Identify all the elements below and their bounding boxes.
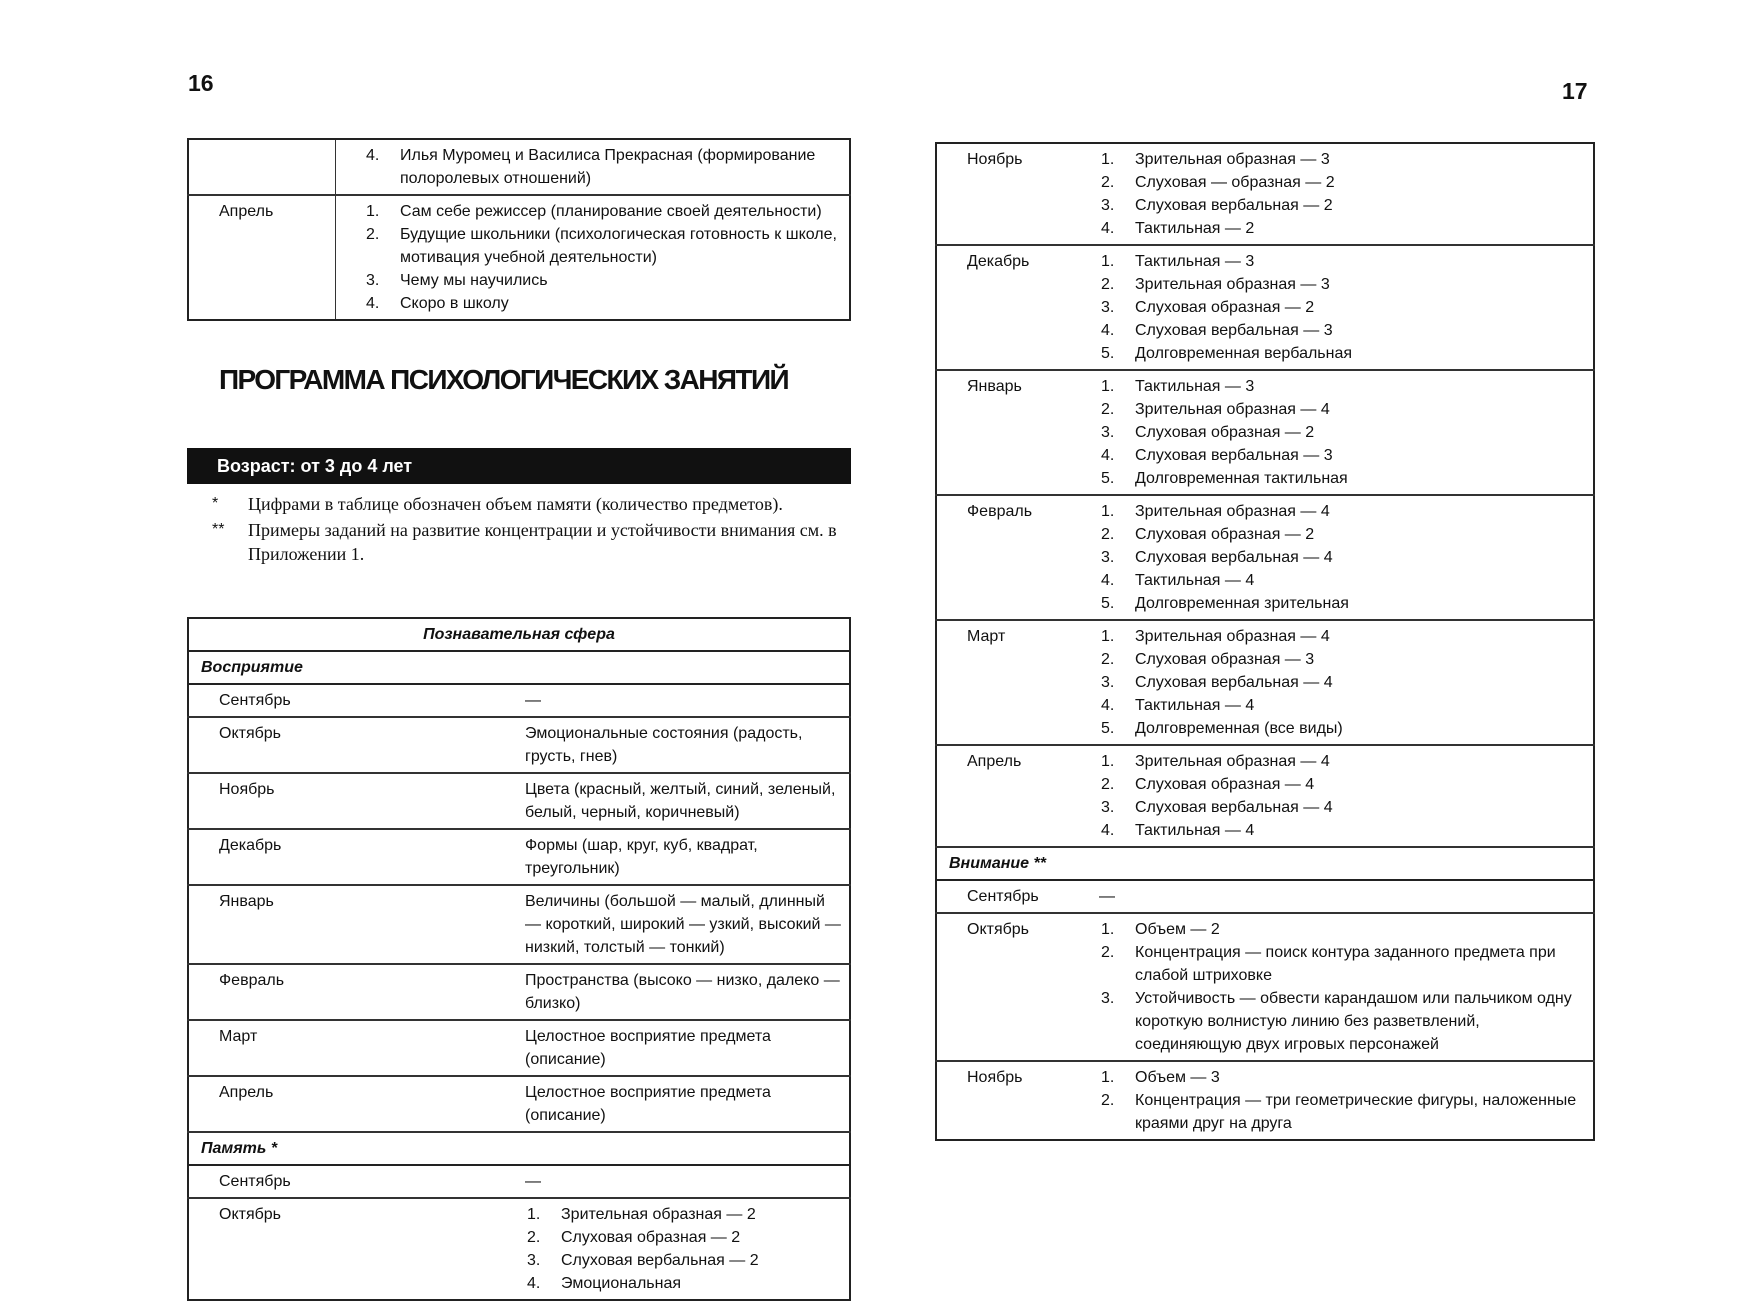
item-text: Слуховая образная — 2 (1135, 424, 1315, 441)
item-number: 4. (1101, 322, 1115, 339)
item-text: Будущие школьники (психологическая готовность к школе, мотивация учебной деятельности) (400, 226, 837, 266)
content-cell (1093, 913, 1594, 1061)
list-item (1099, 273, 1587, 296)
list-item (1099, 148, 1587, 171)
numbered-list (1099, 918, 1587, 1056)
item-number: 1. (1101, 921, 1115, 938)
cognitive-sphere-table (187, 617, 851, 1301)
table-header: Познавательная сфера (188, 618, 850, 651)
item-number: 2. (1101, 944, 1115, 961)
content-cell: Целостное восприятие предмета (описание) (519, 1020, 850, 1076)
item-text: Тактильная — 4 (1135, 572, 1255, 589)
item-text: Илья Муромец и Василиса Прекрасная (формирование полоролевых отношений) (400, 147, 816, 187)
list-item (1099, 773, 1587, 796)
item-text: Эмоциональная (561, 1275, 682, 1292)
footnotes (212, 492, 854, 568)
item-number: 3. (366, 272, 380, 289)
item-text: Зрительная образная — 3 (1135, 276, 1330, 293)
content-cell (1093, 620, 1594, 745)
month-cell: Февраль (936, 495, 1093, 620)
footnote (212, 518, 854, 566)
item-number: 4. (366, 295, 380, 312)
table-row (936, 913, 1594, 1061)
item-text: Тактильная — 2 (1135, 220, 1255, 237)
item-text: Слуховая вербальная — 4 (1135, 799, 1333, 816)
item-text: Долговременная вербальная (1135, 345, 1353, 362)
section-title: Память * (188, 1132, 850, 1165)
numbered-list (364, 144, 843, 190)
item-number: 4. (1101, 822, 1115, 839)
list-item (364, 144, 843, 190)
item-number: 1. (527, 1206, 541, 1223)
memory-attention-table (935, 142, 1595, 1141)
table-row (936, 370, 1594, 495)
month-cell: Сентябрь (188, 1165, 519, 1198)
table-row (188, 717, 850, 773)
item-text: Концентрация — три геометрические фигуры, наложенные краями друг на друга (1135, 1092, 1577, 1132)
list-item (1099, 796, 1587, 819)
content-cell (1093, 1061, 1594, 1140)
item-text: Объем — 2 (1135, 921, 1220, 938)
item-text: Тактильная — 3 (1135, 253, 1255, 270)
list-item (525, 1249, 843, 1272)
footnote-text: Цифрами в таблице обозначен объем памяти (количество предметов). (248, 494, 783, 514)
list-item (1099, 250, 1587, 273)
item-text: Слуховая вербальная — 4 (1135, 674, 1333, 691)
table-row (936, 495, 1594, 620)
content-cell: — (1093, 880, 1594, 913)
footnote-mark: ** (212, 521, 225, 538)
item-text: Зрительная образная — 4 (1135, 503, 1330, 520)
page-number-left: 16 (188, 70, 214, 96)
item-text: Объем — 3 (1135, 1069, 1220, 1086)
item-text: Слуховая — образная — 2 (1135, 174, 1335, 191)
program-title: ПРОГРАММА ПСИХОЛОГИЧЕСКИХ ЗАНЯТИЙ (219, 364, 788, 395)
item-text: Зрительная образная — 4 (1135, 401, 1330, 418)
content-cell (336, 195, 851, 320)
item-number: 3. (1101, 799, 1115, 816)
item-text: Зрительная образная — 2 (561, 1206, 756, 1223)
item-text: Концентрация — поиск контура заданного предмета при слабой штриховке (1135, 944, 1556, 984)
month-cell: Декабрь (188, 829, 519, 885)
numbered-list (1099, 625, 1587, 740)
age-bar: Возраст: от 3 до 4 лет (187, 448, 851, 484)
item-number: 2. (1101, 651, 1115, 668)
month-cell: Ноябрь (936, 143, 1093, 245)
table-row (936, 1061, 1594, 1140)
numbered-list (1099, 250, 1587, 365)
item-text: Долговременная тактильная (1135, 470, 1348, 487)
list-item (1099, 296, 1587, 319)
month-cell: Ноябрь (188, 773, 519, 829)
numbered-list (1099, 375, 1587, 490)
table-row (936, 620, 1594, 745)
item-number: 4. (1101, 572, 1115, 589)
item-text: Слуховая вербальная — 2 (1135, 197, 1333, 214)
item-text: Долговременная зрительная (1135, 595, 1349, 612)
item-text: Чему мы научились (400, 272, 548, 289)
content-cell (1093, 245, 1594, 370)
content-cell: — (519, 1165, 850, 1198)
table-row (936, 245, 1594, 370)
month-cell: Март (188, 1020, 519, 1076)
month-cell: Декабрь (936, 245, 1093, 370)
month-cell: Январь (188, 885, 519, 964)
list-item (525, 1203, 843, 1226)
list-item (1099, 342, 1587, 365)
list-item (1099, 819, 1587, 842)
section-title: Восприятие (188, 651, 850, 684)
item-number: 2. (1101, 1092, 1115, 1109)
month-cell: Апрель (188, 1076, 519, 1132)
list-item (525, 1226, 843, 1249)
month-cell: Октябрь (219, 1206, 282, 1223)
content-cell (1093, 745, 1594, 847)
list-item (364, 292, 843, 315)
item-number: 5. (1101, 595, 1115, 612)
numbered-list (1099, 148, 1587, 240)
table-row (188, 1076, 850, 1132)
item-number: 3. (1101, 674, 1115, 691)
item-text: Слуховая вербальная — 4 (1135, 549, 1333, 566)
content-cell: Цвета (красный, желтый, синий, зеленый, белый, черный, коричневый) (519, 773, 850, 829)
item-number: 2. (366, 226, 380, 243)
month-cell: Январь (936, 370, 1093, 495)
list-item (1099, 217, 1587, 240)
item-number: 4. (1101, 697, 1115, 714)
list-item (1099, 1066, 1587, 1089)
list-item (1099, 500, 1587, 523)
item-number: 5. (1101, 470, 1115, 487)
list-item (1099, 717, 1587, 740)
month-cell: Март (936, 620, 1093, 745)
content-cell: Формы (шар, круг, куб, квадрат, треугольник) (519, 829, 850, 885)
table-row (188, 195, 850, 320)
item-text: Тактильная — 4 (1135, 697, 1255, 714)
month-cell: Октябрь (188, 717, 519, 773)
content-cell: Целостное восприятие предмета (описание) (519, 1076, 850, 1132)
content-cell: Пространства (высоко — низко, далеко — близко) (519, 964, 850, 1020)
section-row (188, 651, 850, 684)
list-item (1099, 694, 1587, 717)
list-item (1099, 569, 1587, 592)
content-cell (1093, 495, 1594, 620)
list-item (1099, 375, 1587, 398)
list-item (1099, 671, 1587, 694)
list-item (1099, 546, 1587, 569)
table-row (188, 139, 850, 195)
list-item (1099, 1089, 1587, 1135)
month-cell: Октябрь (936, 913, 1093, 1061)
item-text: Слуховая образная — 3 (1135, 651, 1315, 668)
table-row (188, 773, 850, 829)
item-number: 5. (1101, 720, 1115, 737)
table-row (188, 964, 850, 1020)
item-text: Слуховая образная — 2 (561, 1229, 741, 1246)
footnote (212, 492, 854, 516)
top-continuation-table (187, 138, 851, 321)
item-text: Слуховая вербальная — 2 (561, 1252, 759, 1269)
list-item (364, 269, 843, 292)
table-row (188, 885, 850, 964)
content-cell (336, 139, 851, 195)
item-number: 2. (1101, 276, 1115, 293)
list-item (1099, 592, 1587, 615)
item-text: Устойчивость — обвести карандашом или пальчиком одну короткую волнистую линию без разветвлений, соединяющую двух игровых персонажей (1135, 990, 1572, 1053)
table-row (188, 1020, 850, 1076)
table-row (188, 1198, 850, 1300)
list-item (1099, 444, 1587, 467)
item-number: 4. (527, 1275, 541, 1292)
list-item (1099, 319, 1587, 342)
item-number: 4. (366, 147, 380, 164)
table-row (188, 684, 850, 717)
item-number: 1. (1101, 151, 1115, 168)
item-text: Слуховая вербальная — 3 (1135, 447, 1333, 464)
table-row (936, 745, 1594, 847)
item-text: Тактильная — 4 (1135, 822, 1255, 839)
page-number-right: 17 (1562, 78, 1588, 104)
item-number: 1. (1101, 253, 1115, 270)
item-number: 1. (1101, 1069, 1115, 1086)
content-cell: — (519, 684, 850, 717)
item-number: 2. (1101, 401, 1115, 418)
content-cell (519, 1198, 850, 1300)
content-cell (1093, 370, 1594, 495)
numbered-list (1099, 1066, 1587, 1135)
item-text: Сам себе режиссер (планирование своей деятельности) (400, 203, 822, 220)
item-text: Скоро в школу (400, 295, 509, 312)
table-row (936, 880, 1594, 913)
item-number: 2. (1101, 526, 1115, 543)
item-number: 5. (1101, 345, 1115, 362)
list-item (364, 223, 843, 269)
numbered-list (525, 1203, 843, 1295)
item-number: 2. (1101, 174, 1115, 191)
item-text: Слуховая образная — 2 (1135, 299, 1315, 316)
footnote-text: Примеры заданий на развитие концентрации и устойчивости внимания см. в Приложении 1. (248, 520, 837, 564)
item-number: 1. (1101, 378, 1115, 395)
list-item (1099, 625, 1587, 648)
month-cell: Ноябрь (967, 1069, 1023, 1086)
item-number: 3. (1101, 424, 1115, 441)
item-text: Слуховая образная — 4 (1135, 776, 1315, 793)
item-text: Зрительная образная — 4 (1135, 628, 1330, 645)
section-row (188, 1132, 850, 1165)
list-item (364, 200, 843, 223)
item-number: 3. (527, 1252, 541, 1269)
section-row (936, 847, 1594, 880)
list-item (1099, 648, 1587, 671)
item-number: 1. (1101, 628, 1115, 645)
month-cell: Апрель (936, 745, 1093, 847)
numbered-list (1099, 500, 1587, 615)
list-item (1099, 398, 1587, 421)
list-item (1099, 421, 1587, 444)
list-item (1099, 171, 1587, 194)
item-number: 2. (527, 1229, 541, 1246)
section-title: Внимание ** (936, 847, 1594, 880)
month-cell: Сентябрь (936, 880, 1093, 913)
item-number: 1. (1101, 503, 1115, 520)
item-number: 4. (1101, 447, 1115, 464)
month-cell (188, 139, 336, 195)
item-number: 4. (1101, 220, 1115, 237)
item-number: 3. (1101, 197, 1115, 214)
content-cell (1093, 143, 1594, 245)
numbered-list (1099, 750, 1587, 842)
item-text: Зрительная образная — 4 (1135, 753, 1330, 770)
content-cell: Эмоциональные состояния (радость, грусть, гнев) (519, 717, 850, 773)
item-number: 3. (1101, 299, 1115, 316)
month-cell: Февраль (188, 964, 519, 1020)
item-number: 1. (366, 203, 380, 220)
footnote-mark: * (212, 495, 219, 512)
month-cell: Апрель (188, 195, 336, 320)
item-number: 1. (1101, 753, 1115, 770)
item-number: 2. (1101, 776, 1115, 793)
list-item (1099, 467, 1587, 490)
numbered-list (364, 200, 843, 315)
list-item (1099, 918, 1587, 941)
table-row (936, 143, 1594, 245)
list-item (1099, 941, 1587, 987)
list-item (1099, 194, 1587, 217)
table-row (188, 1165, 850, 1198)
item-text: Долговременная (все виды) (1135, 720, 1343, 737)
item-text: Слуховая образная — 2 (1135, 526, 1315, 543)
list-item (1099, 750, 1587, 773)
table-row (188, 829, 850, 885)
list-item (525, 1272, 843, 1295)
list-item (1099, 987, 1587, 1056)
item-text: Слуховая вербальная — 3 (1135, 322, 1333, 339)
list-item (1099, 523, 1587, 546)
item-text: Зрительная образная — 3 (1135, 151, 1330, 168)
item-number: 3. (1101, 549, 1115, 566)
item-text: Тактильная — 3 (1135, 378, 1255, 395)
content-cell: Величины (большой — малый, длинный — короткий, широкий — узкий, высокий — низкий, толстый — тонкий) (519, 885, 850, 964)
month-cell: Сентябрь (188, 684, 519, 717)
table-header-row (188, 618, 850, 651)
item-number: 3. (1101, 990, 1115, 1007)
